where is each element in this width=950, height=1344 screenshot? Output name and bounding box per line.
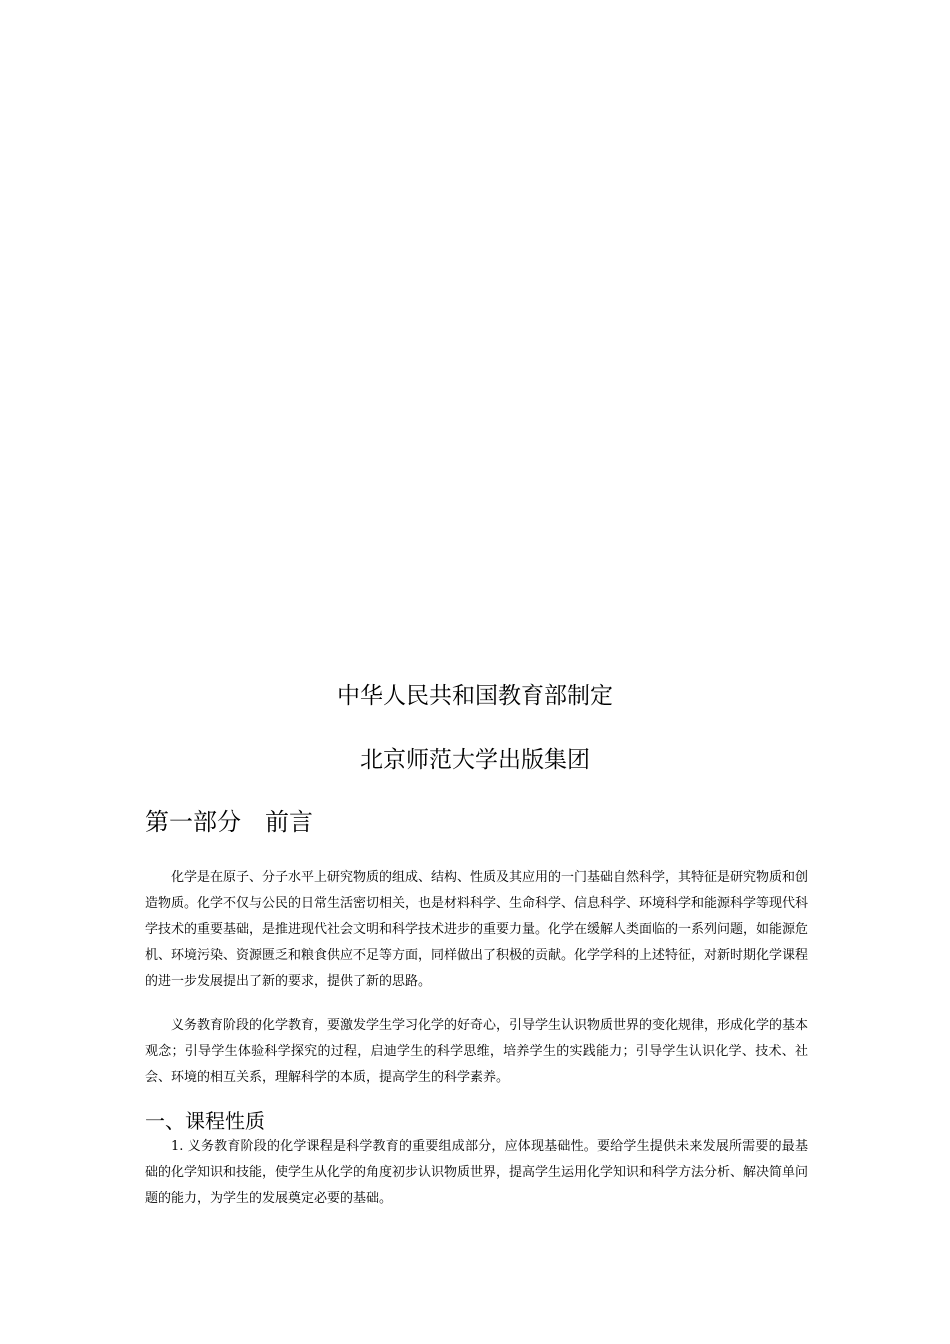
press-line: 北京师范大学出版集团	[360, 747, 590, 773]
section-one-heading: 一、课程性质	[145, 1109, 265, 1133]
publisher-line: 中华人民共和国教育部制定	[337, 683, 613, 709]
intro-paragraph-chemistry-definition: 化学是在原子、分子水平上研究物质的组成、结构、性质及其应用的一门基础自然科学，其特征是研究物质和创造物质。化学不仅与公民的日常生活密切相关，也是材料科学、生命科学、信息科学、环境科学和能源科学等现代科学技术的重要基础，是推进现代社会文明和科学技术进步的重要力量。化学在缓解人类面临的一系列问题，如能源危机、环境污染、资源匮乏和粮食供应不足等方面，同样做出了积极的贡献。化学学科的上述特征，对新时期化学课程的进一步发展提出了新的要求，提供了新的思路。	[145, 870, 809, 989]
course-nature-paragraph-1: 1. 义务教育阶段的化学课程是科学教育的重要组成部分，应体现基础性。要给学生提供未来发展所需要的最基础的化学知识和技能，使学生从化学的角度初步认识物质世界，提高学生运用化学知识和科学方法分析、解决简单问题的能力，为学生的发展奠定必要的基础。	[145, 1139, 809, 1206]
part-one-heading: 第一部分 前言	[145, 808, 313, 836]
intro-paragraph-compulsory-education: 义务教育阶段的化学教育，要激发学生学习化学的好奇心，引导学生认识物质世界的变化规律，形成化学的基本观念；引导学生体验科学探究的过程，启迪学生的科学思维，培养学生的实践能力；引导学生认识化学、技术、社会、环境的相互关系，理解科学的本质，提高学生的科学素养。	[145, 1018, 809, 1085]
